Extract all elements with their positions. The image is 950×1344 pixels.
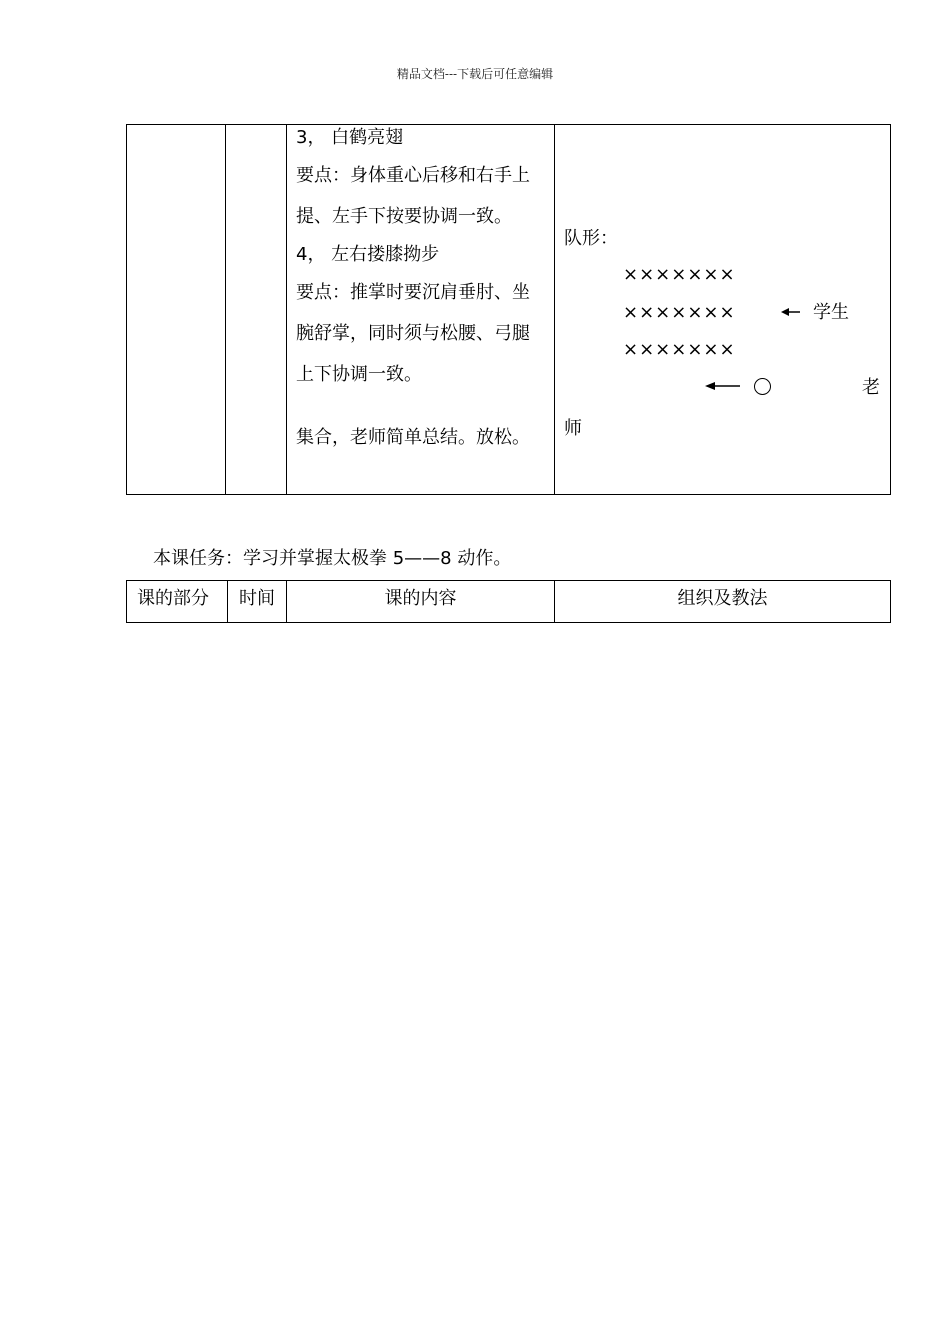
page-header: 精品文档---下载后可任意编辑	[396, 67, 554, 81]
student-row: ×××××××	[623, 339, 736, 360]
header-content: 课的内容	[287, 581, 555, 623]
formation-label: 队形：	[564, 228, 618, 249]
circle-icon	[754, 378, 771, 395]
lesson-table-header	[126, 580, 891, 623]
organization-cell	[555, 125, 891, 495]
content-line: 要点：身体重心后移和右手上	[296, 165, 530, 186]
header-part: 课的部分	[127, 581, 228, 623]
header-time: 时间	[228, 581, 287, 623]
arrow-left-icon	[705, 380, 741, 392]
content-line: 集合，老师简单总结。放松。	[296, 427, 530, 448]
lesson-task: 本课任务：学习并掌握太极拳 5——8 动作。	[153, 548, 512, 569]
content-line: 上下协调一致。	[296, 364, 422, 385]
part-cell	[127, 125, 226, 495]
arrow-left-icon	[781, 306, 801, 318]
content-line: 4， 左右搂膝拗步	[296, 244, 440, 265]
teacher-label: 师	[564, 418, 582, 439]
student-label: 学生	[813, 302, 849, 323]
teacher-label: 老	[862, 377, 880, 398]
header-organization: 组织及教法	[555, 581, 891, 623]
lesson-table-continued	[126, 124, 891, 495]
time-cell	[226, 125, 287, 495]
content-line: 要点：推掌时要沉肩垂肘、坐	[296, 282, 530, 303]
content-line: 3， 白鹤亮翅	[296, 127, 404, 148]
content-line: 提、左手下按要协调一致。	[296, 206, 512, 227]
content-line: 腕舒掌，同时须与松腰、弓腿	[296, 323, 530, 344]
content-cell	[287, 125, 555, 495]
student-row: ×××××××	[623, 302, 736, 323]
student-row: ×××××××	[623, 264, 736, 285]
